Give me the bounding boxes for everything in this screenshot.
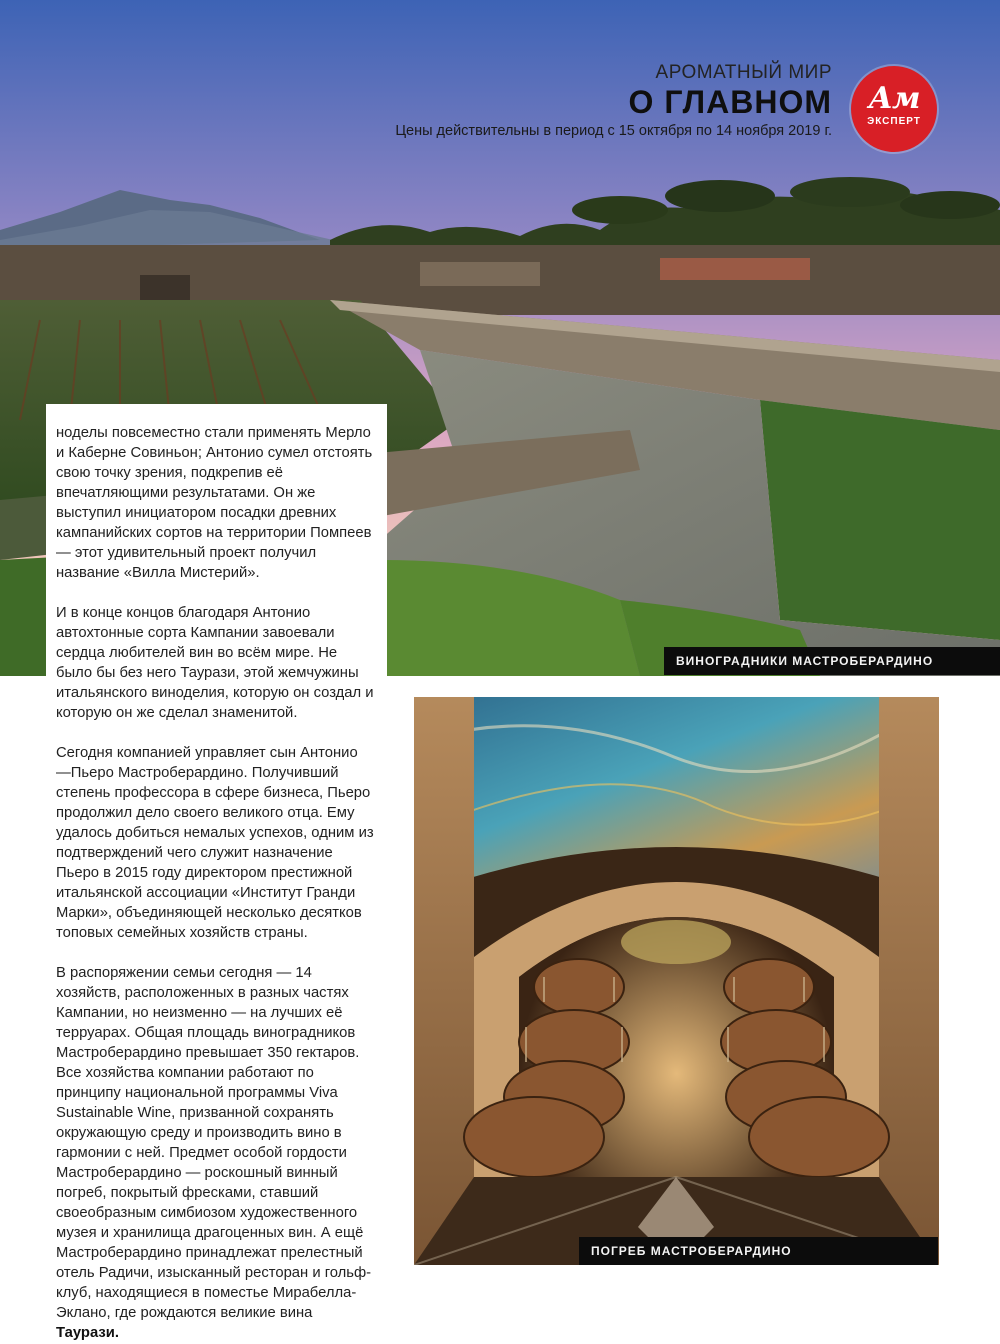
article-paragraph: Сегодня компанией управляет сын Антонио —Пьеро Мастроберардино. Получивший степень профессора в сфере бизнеса, Пьеро продолжил дело своего великого отца. Ему удалось добиться немалых успехов, одним из подтверждений чего служит назначение Пьеро в 2015 году директором престижной итальянской ассоциации «Институт Гранди Марки», объединяющей несколько десятков топовых семейных хозяйств страны. <box>56 745 374 941</box>
article-paragraph: ноделы повсеместно стали применять Мерло и Каберне Совиньон; Антонио сумел отстоять свою точку зрения, подкрепив её впечатляющими результатами. Он же выступил инициатором посадки древних кампанийских сортов на территории Помпеев — этот удивительный проект получил название «Вилла Мистерий». <box>56 425 373 581</box>
article-paragraph: И в конце концов благодаря Антонио автохтонные сорта Кампании завоевали сердца любителей вин во всём мире. Не было бы без него Таурази, этой жемчужины итальянского виноделия, которую он создал и которую он же сделал знаменитой. <box>56 605 374 721</box>
brand-logo: Ам <box>868 81 920 116</box>
article-text <box>56 423 374 1344</box>
article-closing-bold: Таурази. <box>56 1325 119 1341</box>
article-paragraph-last <box>56 963 374 1343</box>
section-kicker: АРОМАТНЫЙ МИР <box>655 62 832 83</box>
cellar-photo <box>414 697 939 1265</box>
brand-subtitle: ЭКСПЕРТ <box>867 116 921 127</box>
article-paragraph-body: В распоряжении семьи сегодня — 14 хозяйств, расположенных в разных частях Кампании, но неизменно — на лучших её терруарах. Общая площадь виноградников Мастроберардино превышает 350 гектаров. Все хозяйства компании работают по принципу национальной программы Viva Sustainable Wine, призванной сохранять окружающую среду и производить вино в гармонии с ней. Предмет особой гордости Мастроберардино — роскошный винный погреб, покрытый фресками, ставший своеобразным симбиозом художественного музея и хранилища драгоценных вин. А ещё Мастроберардино принадлежат прелестный отель Радичи, изысканный ресторан и гольф-клуб, находящиеся в поместье Мирабелла-Эклано, где рождаются великие вина <box>56 965 372 1321</box>
cellar-caption: ПОГРЕБ МАСТРОБЕРАРДИНО <box>579 1237 938 1265</box>
brand-badge <box>851 66 937 152</box>
page-header <box>395 62 832 140</box>
vineyard-caption: ВИНОГРАДНИКИ МАСТРОБЕРАРДИНО <box>664 647 1000 675</box>
validity-note: Цены действительны в период с 15 октября по 14 ноября 2019 г. <box>395 123 832 139</box>
page-title: О ГЛАВНОМ <box>628 84 832 120</box>
